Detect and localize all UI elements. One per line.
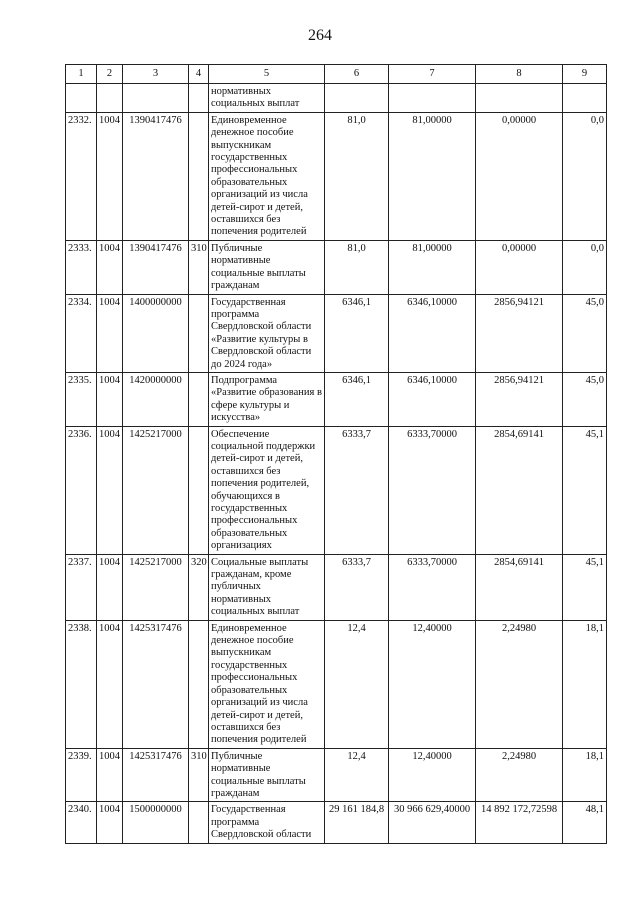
- value-col-8: 2854,69141: [476, 554, 563, 620]
- column-header: 7: [389, 65, 476, 84]
- value-col-6: 6333,7: [325, 554, 389, 620]
- value-col-6: 12,4: [325, 748, 389, 802]
- value-col-8: 2,24980: [476, 620, 563, 748]
- row-description: Государственная программа Свердловской области «Развитие культуры в Свердловской области до 2024 года»: [209, 294, 325, 372]
- row-number: 2334.: [66, 294, 97, 372]
- row-number: 2332.: [66, 112, 97, 240]
- expense-type-code: [189, 426, 209, 554]
- row-description: Публичные нормативные социальные выплаты гражданам: [209, 240, 325, 294]
- expense-type-code: [189, 372, 209, 426]
- expense-type-code: [189, 294, 209, 372]
- value-col-7: 81,00000: [389, 240, 476, 294]
- section-code: 1004: [97, 554, 123, 620]
- value-col-7: 6333,70000: [389, 426, 476, 554]
- column-header: 9: [563, 65, 607, 84]
- row-number: [66, 84, 97, 113]
- row-number: 2338.: [66, 620, 97, 748]
- value-col-8: 2856,94121: [476, 294, 563, 372]
- table-row: [66, 426, 607, 554]
- row-number: 2335.: [66, 372, 97, 426]
- section-code: 1004: [97, 112, 123, 240]
- value-col-6: 6346,1: [325, 372, 389, 426]
- page-number: 264: [308, 27, 332, 44]
- value-col-6: 81,0: [325, 112, 389, 240]
- column-header: 6: [325, 65, 389, 84]
- budget-table: [65, 64, 607, 844]
- row-description: нормативных социальных выплат: [209, 84, 325, 113]
- table-row: [66, 240, 607, 294]
- value-col-8: 0,00000: [476, 112, 563, 240]
- column-header: 1: [66, 65, 97, 84]
- percent-col-9: 0,0: [563, 112, 607, 240]
- row-description: Обеспечение социальной поддержки детей-сирот и детей, оставшихся без попечения родителей, обучающихся в государственных профессиональных образовательных организациях: [209, 426, 325, 554]
- percent-col-9: 45,1: [563, 554, 607, 620]
- column-header: 4: [189, 65, 209, 84]
- expense-type-code: [189, 84, 209, 113]
- column-header: 3: [123, 65, 189, 84]
- target-article-code: 1390417476: [123, 112, 189, 240]
- section-code: 1004: [97, 372, 123, 426]
- value-col-6: 12,4: [325, 620, 389, 748]
- value-col-8: 2856,94121: [476, 372, 563, 426]
- table-header-row: [66, 65, 607, 84]
- value-col-8: 2,24980: [476, 748, 563, 802]
- value-col-6: 6333,7: [325, 426, 389, 554]
- table-row: [66, 294, 607, 372]
- section-code: 1004: [97, 240, 123, 294]
- table-row: [66, 620, 607, 748]
- value-col-8: 14 892 172,72598: [476, 802, 563, 843]
- expense-type-code: [189, 112, 209, 240]
- table-row: [66, 372, 607, 426]
- row-description: Государственная программа Свердловской области: [209, 802, 325, 843]
- value-col-7: 6346,10000: [389, 372, 476, 426]
- percent-col-9: 18,1: [563, 620, 607, 748]
- column-header: 8: [476, 65, 563, 84]
- target-article-code: 1390417476: [123, 240, 189, 294]
- value-col-7: 6346,10000: [389, 294, 476, 372]
- row-description: Социальные выплаты гражданам, кроме публичных нормативных социальных выплат: [209, 554, 325, 620]
- expense-type-code: 320: [189, 554, 209, 620]
- section-code: [97, 84, 123, 113]
- value-col-7: [389, 84, 476, 113]
- percent-col-9: 45,0: [563, 372, 607, 426]
- percent-col-9: 48,1: [563, 802, 607, 843]
- row-number: 2340.: [66, 802, 97, 843]
- value-col-6: 6346,1: [325, 294, 389, 372]
- table-row: [66, 84, 607, 113]
- target-article-code: 1400000000: [123, 294, 189, 372]
- row-number: 2336.: [66, 426, 97, 554]
- row-description: Единовременное денежное пособие выпускникам государственных профессиональных образовательных организаций из числа детей-сирот и детей, оставшихся без попечения родителей: [209, 620, 325, 748]
- row-number: 2337.: [66, 554, 97, 620]
- column-header: 5: [209, 65, 325, 84]
- table-row: [66, 112, 607, 240]
- row-description: Публичные нормативные социальные выплаты гражданам: [209, 748, 325, 802]
- section-code: 1004: [97, 426, 123, 554]
- value-col-7: 12,40000: [389, 620, 476, 748]
- target-article-code: 1420000000: [123, 372, 189, 426]
- value-col-7: 12,40000: [389, 748, 476, 802]
- table-row: [66, 748, 607, 802]
- expense-type-code: [189, 620, 209, 748]
- value-col-8: [476, 84, 563, 113]
- table-row: [66, 554, 607, 620]
- value-col-8: 0,00000: [476, 240, 563, 294]
- expense-type-code: [189, 802, 209, 843]
- value-col-7: 30 966 629,40000: [389, 802, 476, 843]
- value-col-6: 29 161 184,8: [325, 802, 389, 843]
- row-number: 2339.: [66, 748, 97, 802]
- section-code: 1004: [97, 620, 123, 748]
- section-code: 1004: [97, 294, 123, 372]
- target-article-code: 1500000000: [123, 802, 189, 843]
- value-col-6: 81,0: [325, 240, 389, 294]
- target-article-code: 1425317476: [123, 620, 189, 748]
- value-col-8: 2854,69141: [476, 426, 563, 554]
- value-col-7: 81,00000: [389, 112, 476, 240]
- row-description: Подпрограмма «Развитие образования в сфере культуры и искусства»: [209, 372, 325, 426]
- row-description: Единовременное денежное пособие выпускникам государственных профессиональных образовательных организаций из числа детей-сирот и детей, оставшихся без попечения родителей: [209, 112, 325, 240]
- row-number: 2333.: [66, 240, 97, 294]
- percent-col-9: 0,0: [563, 240, 607, 294]
- percent-col-9: 45,0: [563, 294, 607, 372]
- percent-col-9: [563, 84, 607, 113]
- section-code: 1004: [97, 748, 123, 802]
- value-col-6: [325, 84, 389, 113]
- target-article-code: 1425317476: [123, 748, 189, 802]
- percent-col-9: 18,1: [563, 748, 607, 802]
- value-col-7: 6333,70000: [389, 554, 476, 620]
- column-header: 2: [97, 65, 123, 84]
- expense-type-code: 310: [189, 240, 209, 294]
- expense-type-code: 310: [189, 748, 209, 802]
- section-code: 1004: [97, 802, 123, 843]
- target-article-code: 1425217000: [123, 426, 189, 554]
- percent-col-9: 45,1: [563, 426, 607, 554]
- table-row: [66, 802, 607, 843]
- target-article-code: 1425217000: [123, 554, 189, 620]
- target-article-code: [123, 84, 189, 113]
